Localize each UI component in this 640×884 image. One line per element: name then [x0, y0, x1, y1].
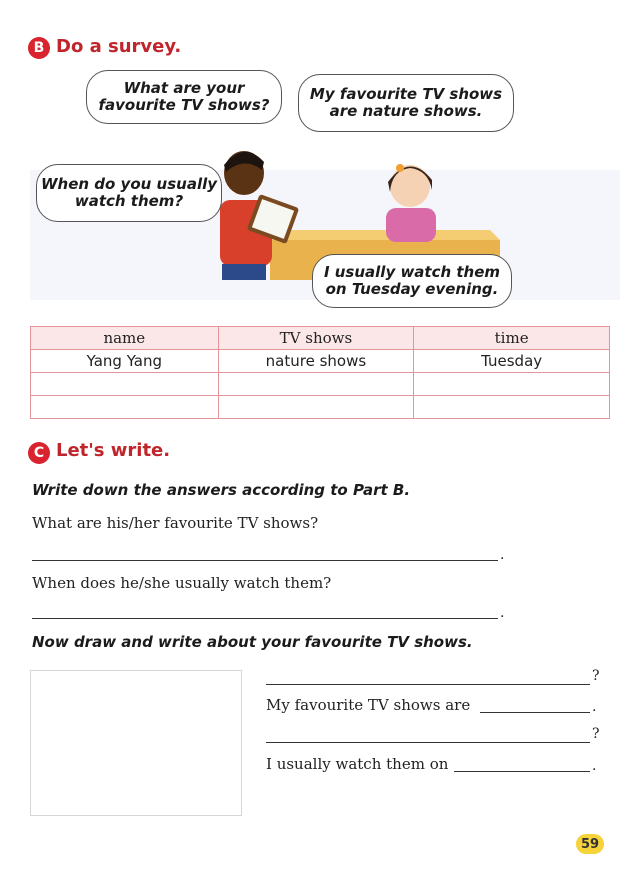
table-header-cell: time — [414, 327, 610, 350]
speech-bubble-question-shows — [86, 70, 282, 124]
writing-line-4[interactable] — [454, 771, 590, 772]
writing-line-1[interactable] — [266, 684, 590, 685]
bubble-text: on Tuesday evening. — [325, 280, 499, 298]
table-cell[interactable] — [414, 396, 610, 419]
table-row — [31, 350, 610, 373]
table-header-cell: name — [31, 327, 219, 350]
answer-line-shows[interactable] — [32, 560, 498, 561]
table-cell[interactable] — [31, 396, 219, 419]
question-mark: ? — [592, 726, 600, 742]
sentence-watch-time: I usually watch them on — [266, 755, 449, 773]
table-cell[interactable] — [218, 373, 414, 396]
bubble-text: When do you usually — [40, 175, 217, 193]
writing-line-3[interactable] — [266, 742, 590, 743]
table-header-row — [31, 327, 610, 350]
speech-bubble-answer-shows — [298, 74, 514, 132]
table-cell[interactable] — [414, 373, 610, 396]
table-row — [31, 396, 610, 419]
bubble-text: favourite TV shows? — [98, 96, 270, 114]
answer-line-time[interactable] — [32, 618, 498, 619]
period-mark: . — [500, 547, 505, 563]
survey-table — [30, 326, 610, 419]
drawing-box[interactable] — [30, 670, 242, 816]
table-cell: Tuesday — [414, 350, 610, 373]
sentence-favourite-shows: My favourite TV shows are — [266, 696, 471, 714]
question-mark: ? — [592, 668, 600, 684]
period-mark: . — [500, 605, 505, 621]
section-b-title: Do a survey. — [56, 36, 182, 57]
page-number-badge: 59 — [576, 834, 604, 854]
bubble-text: What are your — [123, 79, 245, 97]
table-cell[interactable] — [31, 373, 219, 396]
table-cell: nature shows — [218, 350, 414, 373]
bubble-text: are nature shows. — [329, 102, 483, 120]
write-instruction: Write down the answers according to Part B. — [32, 481, 411, 499]
table-cell: Yang Yang — [31, 350, 219, 373]
question-shows: What are his/her favourite TV shows? — [32, 514, 319, 532]
draw-instruction: Now draw and write about your favourite TV shows. — [32, 633, 473, 651]
speech-bubble-question-time — [36, 164, 222, 222]
section-c-title: Let's write. — [56, 440, 171, 461]
table-row — [31, 373, 610, 396]
period-mark: . — [592, 758, 597, 774]
period-mark: . — [592, 699, 597, 715]
bubble-text: I usually watch them — [323, 263, 501, 281]
writing-line-2[interactable] — [480, 712, 590, 713]
speech-bubble-answer-time — [312, 254, 512, 308]
table-cell[interactable] — [218, 396, 414, 419]
bubble-text: watch them? — [74, 192, 184, 210]
section-c-badge: C — [28, 442, 50, 464]
bubble-text: My favourite TV shows — [309, 85, 503, 103]
table-header-cell: TV shows — [218, 327, 414, 350]
question-time: When does he/she usually watch them? — [32, 574, 332, 592]
section-b-badge: B — [28, 37, 50, 59]
